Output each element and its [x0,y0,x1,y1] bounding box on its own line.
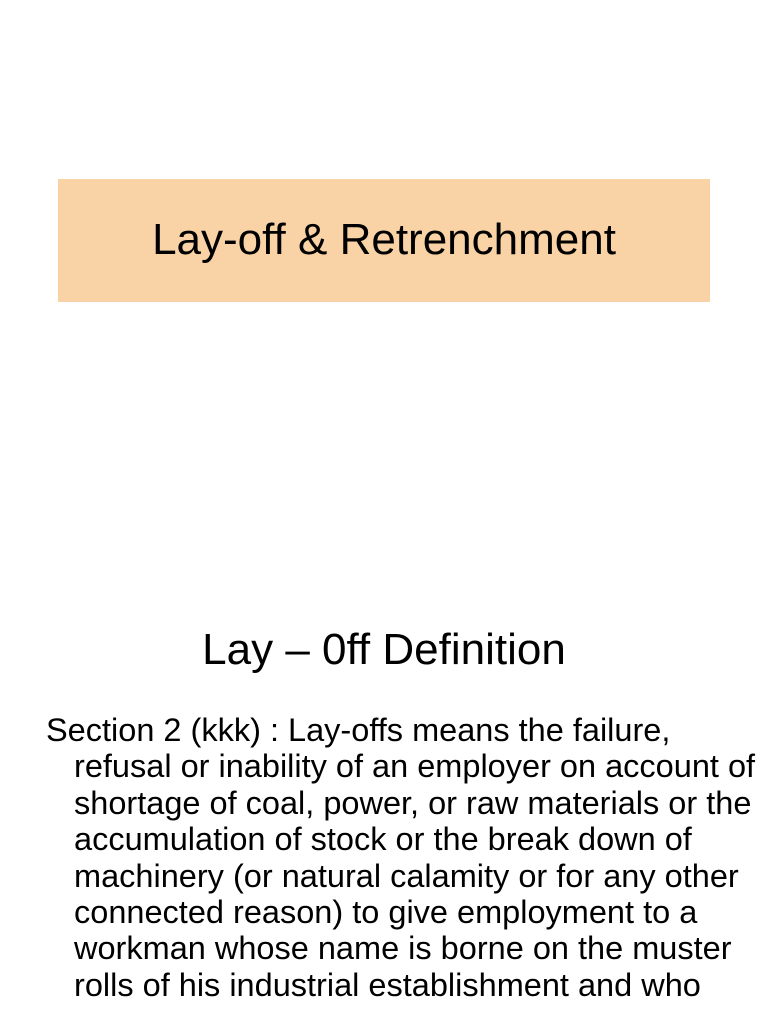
slide-definition [0,576,768,1024]
slide-title-text: Lay-off & Retrenchment [152,214,616,264]
definition-body: Section 2 (kkk) : Lay-offs means the failure, refusal or inability of an employer on account of shortage of coal, power, or raw materials or the accumulation of stock or the break down of machinery (or natural calamity or for any other connected reason) to give employment to a workman whose name is borne on the muster rolls of his industrial establishment and who [46,712,756,1003]
definition-heading: Lay – 0ff Definition [202,625,566,674]
title-banner [58,179,710,302]
